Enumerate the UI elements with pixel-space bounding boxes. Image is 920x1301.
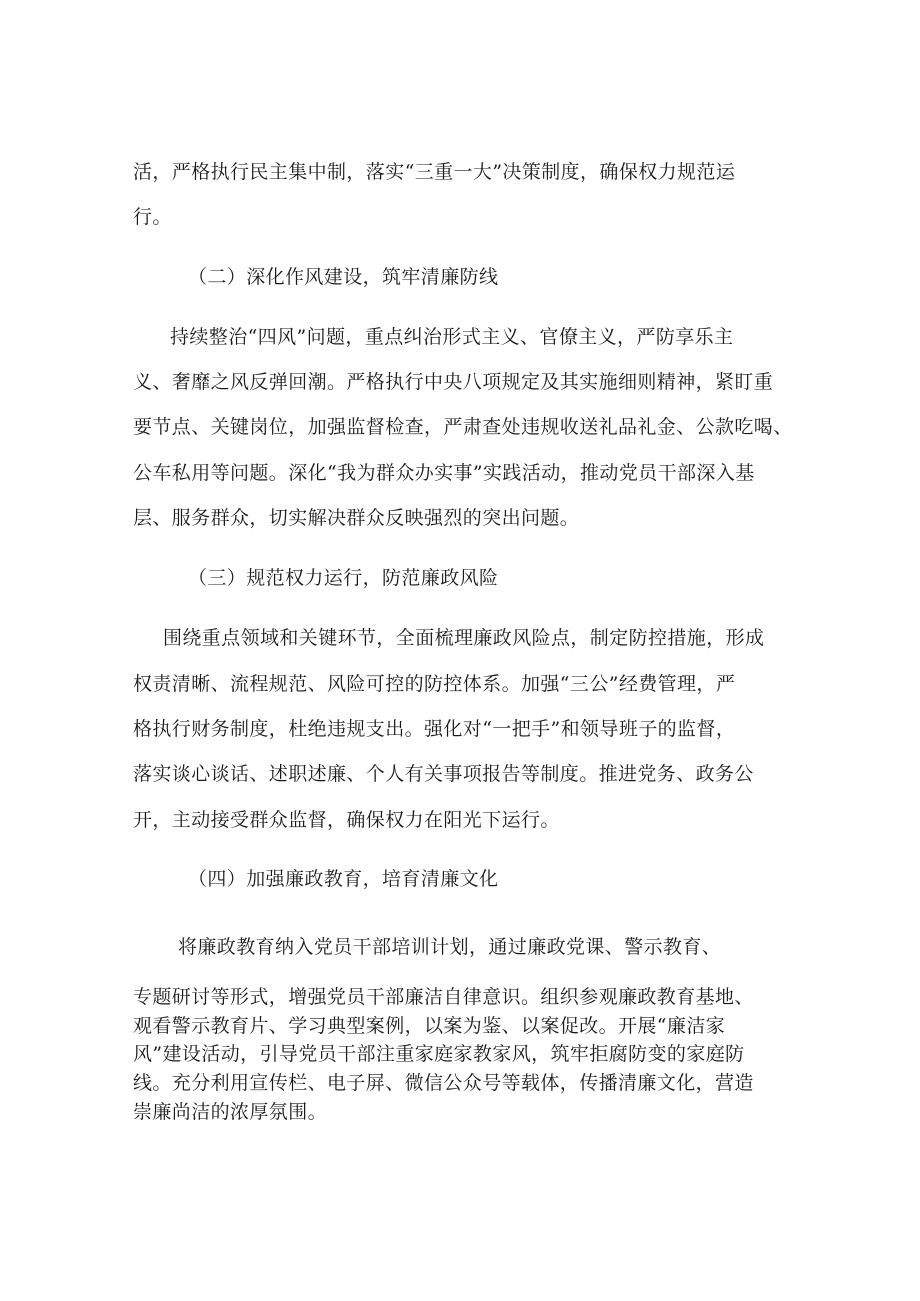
section-heading-4: （四）加强廉政教育，培育清廉文化	[188, 868, 499, 890]
paragraph-line: 活，严格执行民主集中制，落实“三重一大”决策制度，确保权力规范运	[133, 161, 736, 183]
section-heading-2: （二）深化作风建设，筑牢清廉防线	[188, 266, 499, 288]
paragraph-line: 风”建设活动，引导党员干部注重家庭家教家风，筑牢拒腐防变的家庭防	[133, 1043, 745, 1065]
paragraph-line: 权责清晰、流程规范、风险可控的防控体系。加强“三公”经费管理，严	[133, 673, 736, 695]
paragraph-line: 层、服务群众，切实解决群众反映强烈的突出问题。	[133, 507, 580, 529]
paragraph-line: 格执行财务制度，杜绝违规支出。强化对“一把手”和领导班子的监督，	[133, 718, 736, 740]
paragraph-line: 要节点、关键岗位，加强监督检查，严肃查处违规收送礼品礼金、公款吃喝、	[133, 416, 793, 438]
section-heading-3: （三）规范权力运行，防范廉政风险	[188, 567, 499, 589]
paragraph-line: 观看警示教育片、学习典型案例，以案为鉴、以案促改。开展“廉洁家	[133, 1015, 726, 1037]
paragraph-line: 线。充分利用宣传栏、电子屏、微信公众号等载体，传播清廉文化，营造	[133, 1072, 754, 1094]
paragraph-line: 行。	[133, 206, 172, 228]
paragraph-line: 专题研讨等形式，增强党员干部廉洁自律意识。组织参观廉政教育基地、	[133, 986, 754, 1008]
paragraph-line: 持续整治“四风”问题，重点纠治形式主义、官僚主义，严防享乐主	[170, 326, 734, 348]
paragraph-line: 公车私用等问题。深化“我为群众办实事”实践活动，推动党员干部深入基	[133, 462, 755, 484]
paragraph-line: 崇廉尚洁的浓厚氛围。	[133, 1101, 328, 1123]
paragraph-line: 围绕重点领域和关键环节，全面梳理廉政风险点，制定防控措施，形成	[163, 627, 765, 649]
paragraph-line: 落实谈心谈话、述职述廉、个人有关事项报告等制度。推进党务、政务公	[133, 763, 754, 785]
paragraph-line: 开，主动接受群众监督，确保权力在阳光下运行。	[133, 809, 560, 831]
paragraph-line: 将廉政教育纳入党员干部培训计划，通过廉政党课、警示教育、	[178, 936, 722, 958]
paragraph-line: 义、奢靡之风反弹回潮。严格执行中央八项规定及其实施细则精神，紧盯重	[133, 371, 774, 393]
